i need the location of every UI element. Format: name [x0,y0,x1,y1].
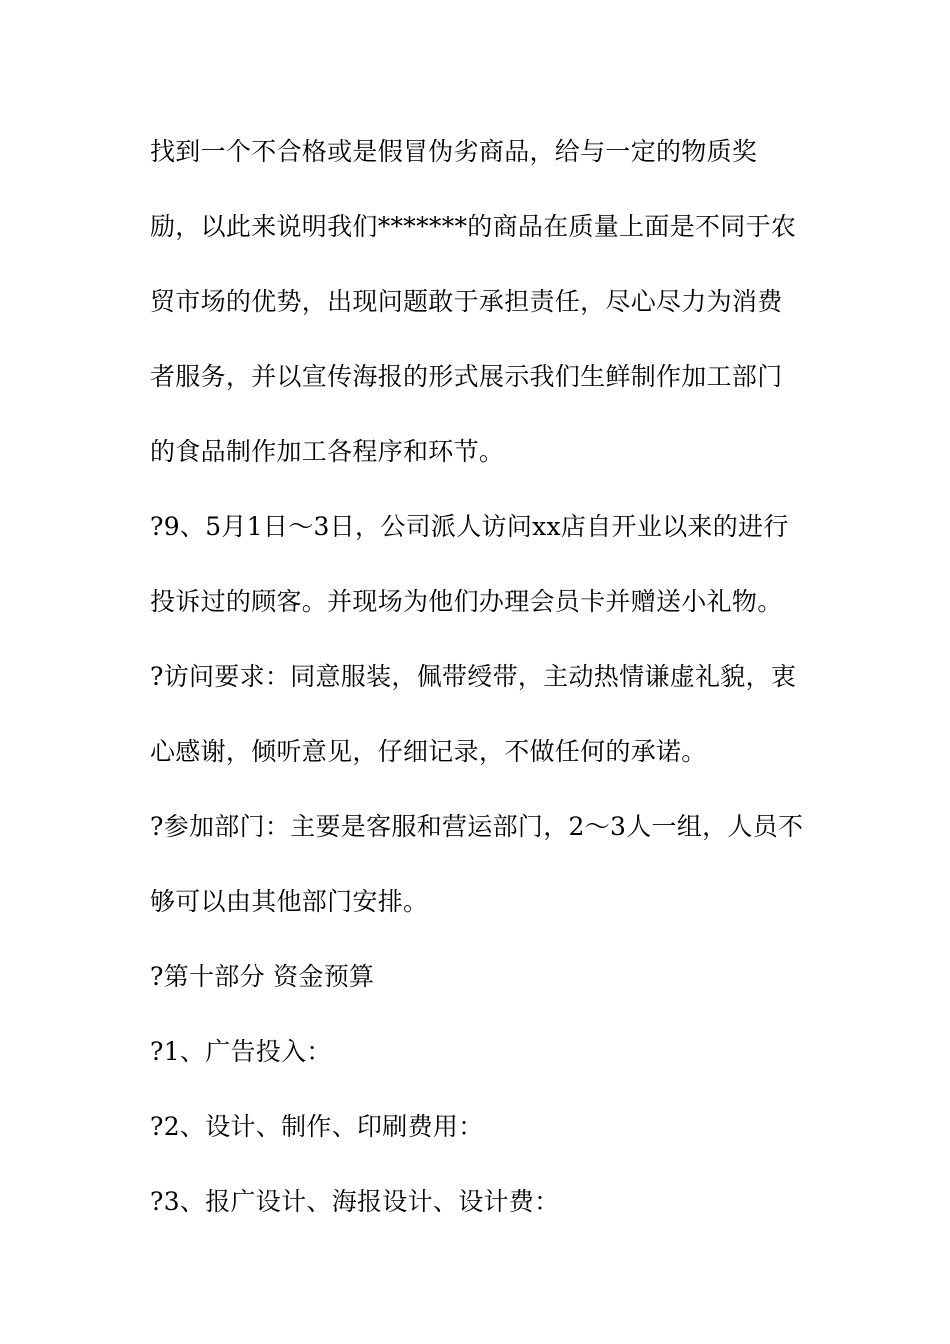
text-line: ?访问要求：同意服装，佩带绶带，主动热情谦虚礼貌，衷 [150,662,797,691]
text-line: 找到一个不合格或是假冒伪劣商品，给与一定的物质奖 [150,137,758,166]
text-line: ?9、5月1日～3日，公司派人访问xx店自开业以来的进行 [150,512,789,541]
text-line: 心感谢，倾听意见，仔细记录，不做任何的承诺。 [150,737,707,766]
text-line: 励，以此来说明我们*******的商品在质量上面是不同于农 [150,212,797,241]
text-line: 够可以由其他部门安排。 [150,887,429,916]
list-item: ?2、设计、制作、印刷费用： [150,1112,484,1141]
section-heading: ?第十部分 资金预算 [150,962,375,991]
text-line: 投诉过的顾客。并现场为他们办理会员卡并赠送小礼物。 [150,587,783,616]
text-line: 的食品制作加工各程序和环节。 [150,437,505,466]
text-line: ?参加部门：主要是客服和营运部门，2～3人一组，人员不 [150,812,804,841]
text-line: 贸市场的优势，出现问题敢于承担责任，尽心尽力为消费 [150,287,783,316]
text-line: 者服务，并以宣传海报的形式展示我们生鲜制作加工部门 [150,362,783,391]
list-item: ?1、广告投入： [150,1037,332,1066]
list-item: ?3、报广设计、海报设计、设计费： [150,1187,560,1216]
